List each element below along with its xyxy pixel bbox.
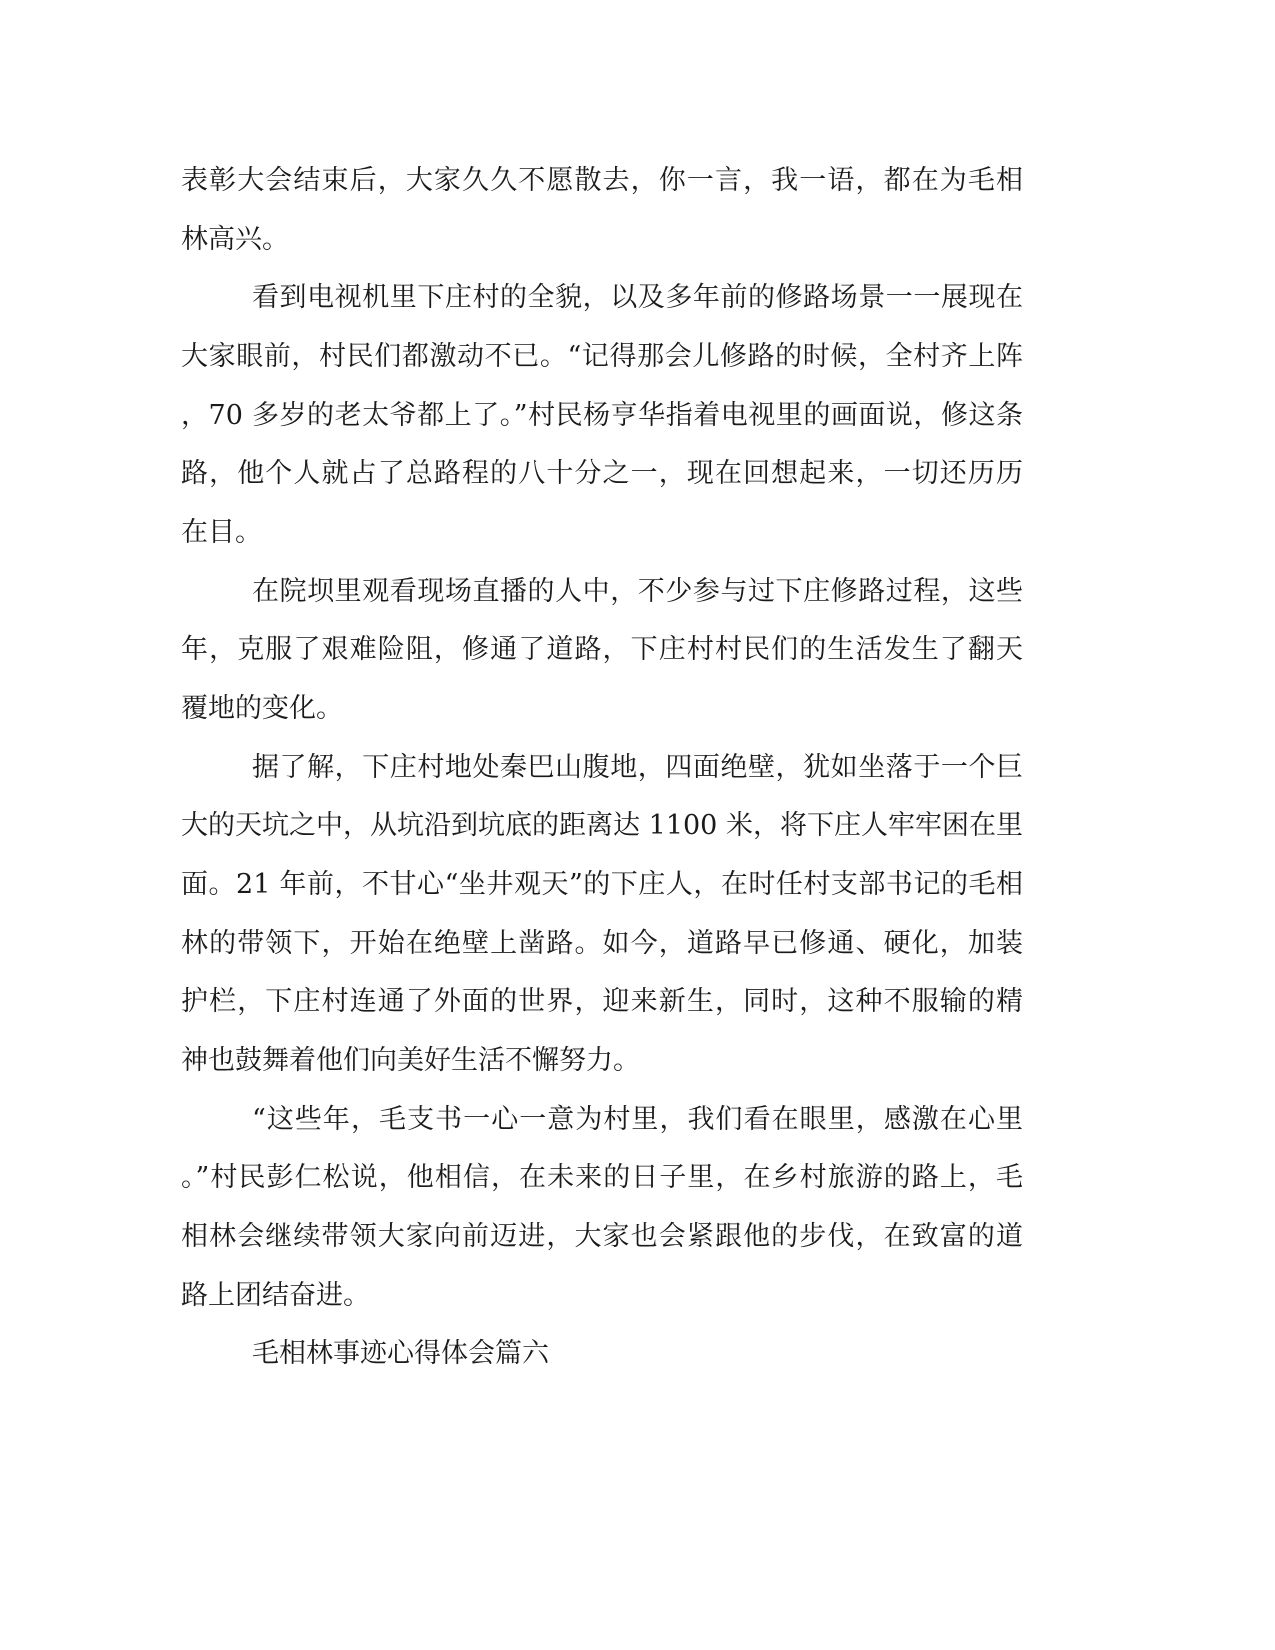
- paragraph-line: 路，他个人就占了总路程的八十分之一，现在回想起来，一切还历历: [181, 458, 1023, 489]
- paragraph-line: 大的天坑之中，从坑沿到坑底的距离达 1100 米，将下庄人牢牢困在里: [181, 810, 1023, 841]
- paragraph-line: 在院坝里观看现场直播的人中，不少参与过下庄修路过程，这些: [252, 576, 1023, 607]
- paragraph-line: 神也鼓舞着他们向美好生活不懈努力。: [181, 1045, 640, 1076]
- paragraph-line: 表彰大会结束后，大家久久不愿散去，你一言，我一语，都在为毛相: [181, 165, 1023, 196]
- paragraph-line: 在目。: [181, 517, 262, 548]
- paragraph-line: 覆地的变化。: [181, 693, 343, 724]
- paragraph-line: “这些年，毛支书一心一意为村里，我们看在眼里，感激在心里: [252, 1104, 1023, 1135]
- paragraph-line: ，70 多岁的老太爷都上了。”村民杨亨华指着电视里的画面说，修这条: [181, 400, 1023, 431]
- section-heading: 毛相林事迹心得体会篇六: [252, 1338, 549, 1369]
- paragraph-line: 护栏，下庄村连通了外面的世界，迎来新生，同时，这种不服输的精: [181, 986, 1023, 1017]
- paragraph-line: 相林会继续带领大家向前迈进，大家也会紧跟他的步伐，在致富的道: [181, 1221, 1023, 1252]
- paragraph-line: 路上团结奋进。: [181, 1280, 370, 1311]
- paragraph-line: 年，克服了艰难险阻，修通了道路，下庄村村民们的生活发生了翻天: [181, 634, 1023, 665]
- paragraph-line: 。”村民彭仁松说，他相信，在未来的日子里，在乡村旅游的路上，毛: [181, 1162, 1023, 1193]
- paragraph-line: 林高兴。: [181, 224, 289, 255]
- paragraph-line: 大家眼前，村民们都激动不已。“记得那会儿修路的时候，全村齐上阵: [181, 341, 1023, 372]
- paragraph-line: 看到电视机里下庄村的全貌，以及多年前的修路场景一一展现在: [252, 282, 1023, 313]
- paragraph-line: 据了解，下庄村地处秦巴山腹地，四面绝壁，犹如坐落于一个巨: [252, 752, 1023, 783]
- paragraph-line: 林的带领下，开始在绝壁上凿路。如今，道路早已修通、硬化，加装: [181, 928, 1023, 959]
- paragraph-line: 面。21 年前，不甘心“坐井观天”的下庄人，在时任村支部书记的毛相: [181, 869, 1023, 900]
